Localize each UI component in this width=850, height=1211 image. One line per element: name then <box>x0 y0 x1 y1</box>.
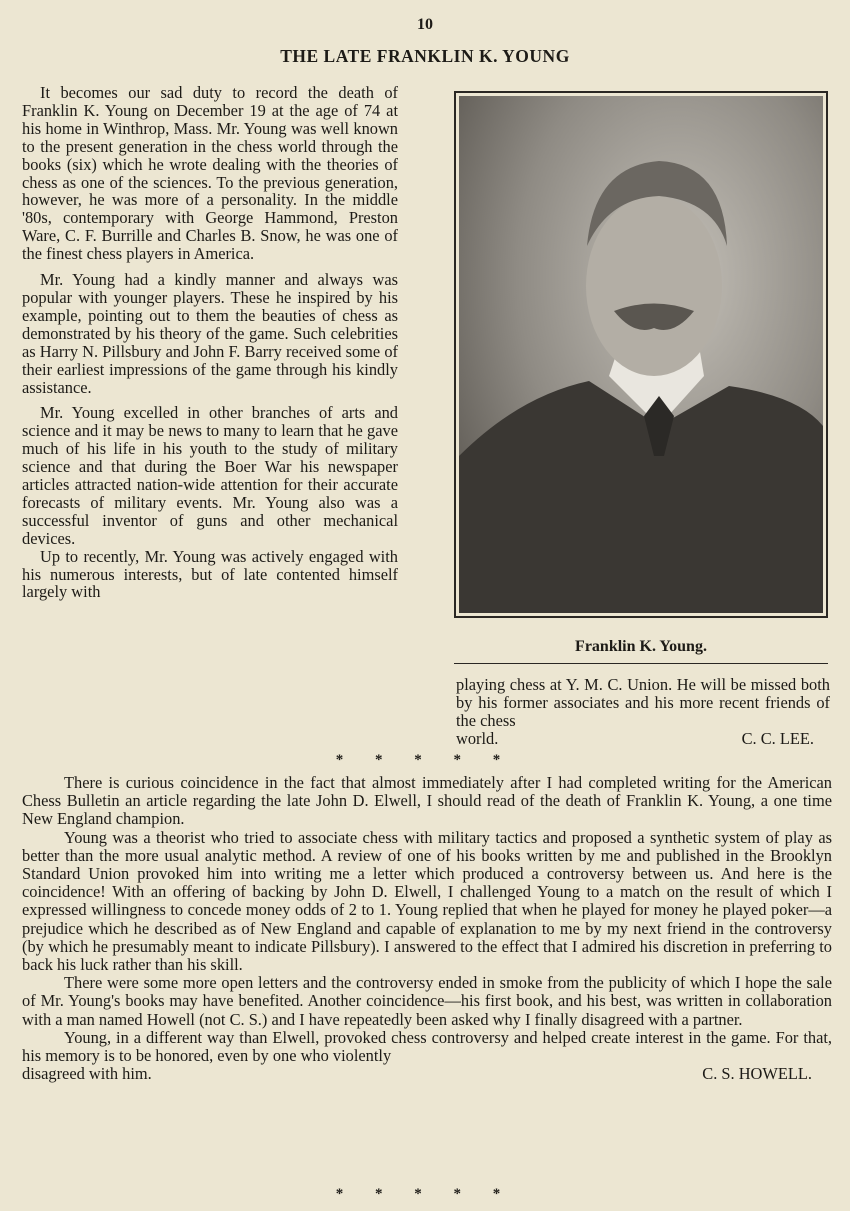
paragraph: Mr. Young excelled in other branches of arts and science and it may be news to many to learn that he gave much of his life in his youth to the study of military science and that during the Boer War his newspaper articles attracted nation-wide attention for their accurate forecasts of military events. Mr. Young also was a successful inventor of guns and other mechanical devices. <box>22 403 398 548</box>
paragraph: playing chess at Y. M. C. Union. He will be missed both by his former associates and his more recent friends of the chess <box>456 675 830 730</box>
separator-stars: * * * * * <box>335 1186 515 1202</box>
paragraph: Young was a theorist who tried to associate chess with military tactics and proposed a synthetic system of play as better than the more usual analytic method. A review of one of his books written by me and published in the Brooklyn Standard Union provoked him into writing me a letter which produced a controversy between us. And here is the coincidence! With an offering of backing by John D. Elwell, I challenged Young to a match on the result of which I expressed willingness to concede money odds of 2 to 1. Young replied that when he played for money he played poker—a prejudice which he described as of New England and capable of explanation to me by my next friend in the controversy (by which he presumably meant to indicate Pillsbury). I answered to the effect that I admired his discretion in preferring to back his luck rather than his skill. <box>22 827 832 975</box>
closing-line: disagreed with him. <box>22 1064 152 1084</box>
paragraph: Young, in a different way than Elwell, provoked chess controversy and helped create interest in the game. For that, his memory is to be honored, even by one who violently <box>22 1027 832 1066</box>
closing-word: world. <box>456 728 499 748</box>
second-article <box>22 774 832 1083</box>
paragraph: There is curious coincidence in the fact that almost immediately after I had completed writing for the American Chess Bulletin an article regarding the late John D. Elwell, I should read of the death of Franklin K. Young, a one time New England champion. <box>22 773 832 829</box>
paragraph: Mr. Young had a kindly manner and always was popular with younger players. These he inspired by his example, pointing out to them the beauties of chess as demonstrated by his theory of the game. Such celebrities as Harry N. Pillsbury and John F. Barry received some of their earliest impressions of the game through his kindly assistance. <box>22 270 398 397</box>
portrait-photo <box>454 91 828 618</box>
paragraph: There were some more open letters and the controversy ended in smoke from the publicity of which I hope the sale of Mr. Young's books may have benefited. Another coincidence—his first book, and his best, was written in collaboration with a man named Howell (not C. S.) and I have repeatedly been asked why I finally disagreed with a partner. <box>22 973 832 1029</box>
divider <box>454 663 828 664</box>
signature: C. C. LEE. <box>741 728 814 748</box>
signature-row <box>456 730 830 748</box>
signature-row <box>22 1065 832 1083</box>
article-title: THE LATE FRANKLIN K. YOUNG <box>280 46 570 66</box>
signature: C. S. HOWELL. <box>702 1064 812 1084</box>
left-column <box>22 84 398 601</box>
photo-caption: Franklin K. Young. <box>575 638 707 655</box>
paragraph: Up to recently, Mr. Young was actively engaged with his numerous interests, but of late contented himself largely with <box>22 546 398 602</box>
right-column <box>456 676 830 748</box>
separator-stars: * * * * * <box>335 752 515 768</box>
page-number: 10 <box>417 16 433 33</box>
paragraph: It becomes our sad duty to record the death of Franklin K. Young on December 19 at the age of 74 at his home in Winthrop, Mass. Mr. Young was well known to the present generation in the chess world through the books (six) which he wrote dealing with the theories of chess as one of the sciences. To the previous generation, however, he was more of a personality. In the middle '80s, contemporary with George Hammond, Preston Ware, C. F. Burrille and Charles B. Snow, he was one of the finest chess players in America. <box>22 83 398 264</box>
portrait-image <box>459 96 823 613</box>
